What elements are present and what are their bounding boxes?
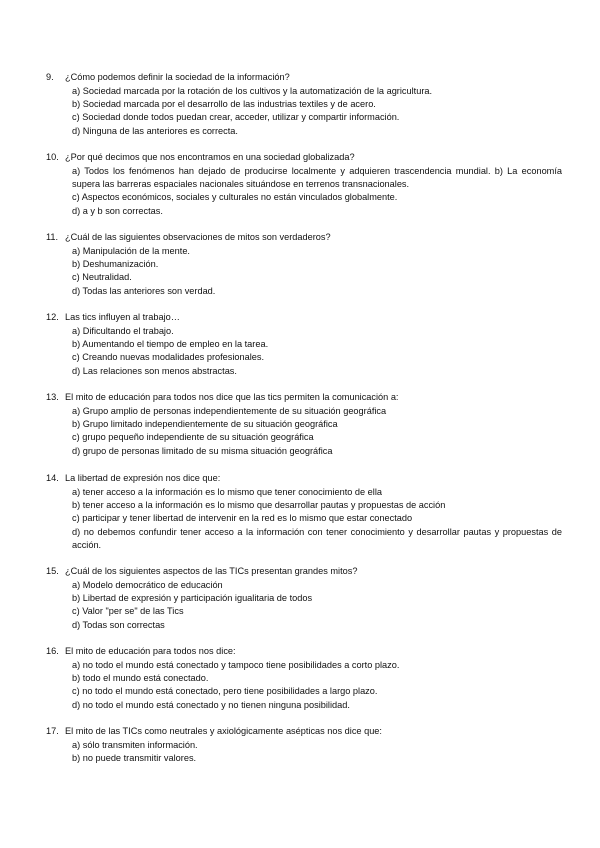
option-c: c) Creando nuevas modalidades profesionales.	[72, 352, 265, 363]
question-text: ¿Cuál de los siguientes aspectos de las TICs presentan grandes mitos?	[65, 566, 358, 576]
option-list	[72, 245, 562, 298]
option-d: d) Todas son correctas	[72, 619, 165, 630]
option-c: c) Aspectos económicos, sociales y culturales no están vinculados globalmente.	[72, 192, 398, 203]
option-d: d) Todas las anteriores son verdad.	[72, 285, 216, 296]
option-list	[72, 579, 562, 632]
option-list	[72, 325, 562, 378]
question-number: 13.	[46, 392, 59, 402]
option-b: b) Aumentando el tiempo de empleo en la tarea.	[72, 339, 269, 350]
option-a: a) Dificultando el trabajo.	[72, 326, 174, 336]
question-text: ¿Cómo podemos definir la sociedad de la información?	[65, 72, 290, 82]
option-a: a) tener acceso a la información es lo mismo que tener conocimiento de ella	[72, 487, 382, 497]
option-c: c) Neutralidad.	[72, 272, 132, 283]
question-number: 10.	[46, 152, 59, 162]
option-c: c) grupo pequeño independiente de su situación geográfica	[72, 432, 314, 443]
option-c: c) no todo el mundo está conectado, pero tiene posibilidades a largo plazo.	[72, 686, 378, 697]
option-d: d) a y b son correctas.	[72, 205, 163, 216]
option-a-b: a) Todos los fenómenos han dejado de producirse localmente y adquieren trascendencia mundial. b) La economía supera las barreras espaciales nacionales situándose en terrenos transnacionales.	[72, 166, 562, 190]
option-b: b) Deshumanización.	[72, 259, 159, 270]
question-number: 17.	[46, 726, 59, 736]
option-d: d) no debemos confundir tener acceso a la información con tener conocimiento y desarrollar pautas y propuestas de acción.	[72, 526, 562, 550]
option-b: b) Sociedad marcada por el desarrollo de las industrias textiles y de acero.	[72, 99, 376, 110]
question-number: 9.	[46, 72, 54, 82]
option-d: d) Las relaciones son menos abstractas.	[72, 365, 237, 376]
option-a: a) Manipulación de la mente.	[72, 246, 190, 256]
question-text: El mito de las TICs como neutrales y axiológicamente asépticas nos dice que:	[65, 726, 382, 736]
option-list	[72, 405, 562, 458]
option-a: a) Grupo amplio de personas independientemente de su situación geográfica	[72, 406, 387, 416]
question-number: 12.	[46, 312, 59, 322]
option-a: a) sólo transmiten información.	[72, 740, 198, 750]
option-c: c) Sociedad donde todos puedan crear, acceder, utilizar y compartir información.	[72, 112, 400, 123]
option-d: d) grupo de personas limitado de su misma situación geográfica	[72, 445, 333, 456]
question-number: 15.	[46, 566, 59, 576]
question-number: 14.	[46, 473, 59, 483]
option-list	[72, 486, 562, 552]
option-list	[72, 739, 562, 765]
option-a: a) Sociedad marcada por la rotación de los cultivos y la automatización de la agricultura.	[72, 86, 433, 96]
option-list	[72, 165, 562, 218]
question-text: Las tics influyen al trabajo…	[65, 312, 180, 322]
question-text: ¿Cuál de las siguientes observaciones de mitos son verdaderos?	[65, 232, 331, 242]
option-a: a) no todo el mundo está conectado y tampoco tiene posibilidades a corto plazo.	[72, 660, 400, 670]
option-b: b) Grupo limitado independientemente de su situación geográfica	[72, 419, 338, 430]
question-text: La libertad de expresión nos dice que:	[65, 473, 221, 483]
question-text: El mito de educación para todos nos dice:	[65, 646, 236, 656]
question-number: 11.	[46, 232, 59, 242]
option-b: b) Libertad de expresión y participación igualitaria de todos	[72, 593, 313, 604]
option-b: b) no puede transmitir valores.	[72, 753, 197, 764]
option-d: d) Ninguna de las anteriores es correcta.	[72, 125, 238, 136]
question-number: 16.	[46, 646, 59, 656]
option-list	[72, 659, 562, 712]
option-c: c) participar y tener libertad de intervenir en la red es lo mismo que estar conectado	[72, 513, 413, 524]
question-text: ¿Por qué decimos que nos encontramos en una sociedad globalizada?	[65, 152, 355, 162]
option-b: b) tener acceso a la información es lo mismo que desarrollar pautas y propuestas de acción	[72, 500, 446, 511]
option-d: d) no todo el mundo está conectado y no tienen ninguna posibilidad.	[72, 699, 350, 710]
question-text: El mito de educación para todos nos dice que las tics permiten la comunicación a:	[65, 392, 399, 402]
option-a: a) Modelo democrático de educación	[72, 580, 223, 590]
option-b: b) todo el mundo está conectado.	[72, 673, 209, 684]
option-c: c) Valor "per se" de las Tics	[72, 606, 184, 617]
option-list	[72, 85, 562, 138]
